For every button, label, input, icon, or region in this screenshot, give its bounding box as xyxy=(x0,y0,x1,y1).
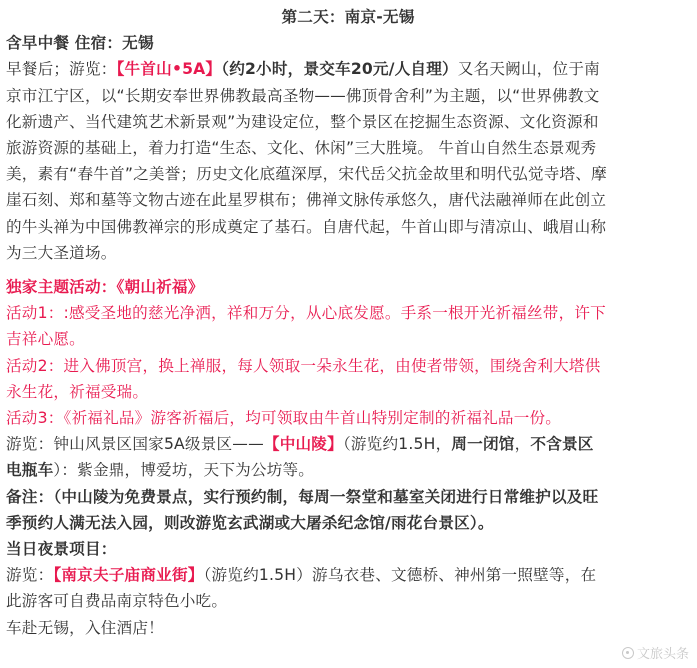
activity-2-line-2: 永生花，祈福受瑞。 xyxy=(6,382,149,401)
attraction-zhongshanling: 【中山陵】 xyxy=(263,435,343,454)
intro-line-4: 旅游资源的基础上，着力打造“生态、文化、休闲”三大胜境。 牛首山自然生态景观秀 xyxy=(6,139,597,158)
note-line-1: 备注：（中山陵为免费景点，实行预约制，每周一祭堂和墓室关闭进行日常维护以及旺 xyxy=(6,487,599,506)
night-line-2: 此游客可自费品南京特色小吃。 xyxy=(6,592,228,611)
zhongshan-no-car: 不含景区 xyxy=(530,435,594,454)
zhongshan-prefix: 游览：钟山风景区国家5A级景区—— xyxy=(6,435,264,454)
activity-3-line-1: 活动3：《祈福礼品》游客祈福后，均可领取由牛首山特别定制的祈福礼品一份。 xyxy=(6,409,562,428)
intro-line-6: 崖石刻、郑和墓等文物古迹在此星罗棋布；佛禅文脉传承悠久，唐代法融禅师在此创立 xyxy=(6,191,607,210)
watermark xyxy=(622,643,689,662)
zhongshan-comma: ， xyxy=(514,435,531,454)
watermark-icon xyxy=(622,647,634,659)
activity-1-line-2: 吉祥心愿。 xyxy=(6,330,85,349)
intro-line-5: 美，素有“春牛首”之美誉；历史文化底蕴深厚，宋代岳父抗金故里和明代弘觉寺塔、摩 xyxy=(6,165,607,184)
zhongshan-line-1 xyxy=(6,431,690,457)
night-line-1 xyxy=(6,562,690,588)
watermark-text: 文旅头条 xyxy=(636,647,689,662)
transfer-line: 车赴无锡，入住酒店！ xyxy=(6,618,164,637)
intro-line-8: 为三大圣道场。 xyxy=(6,243,117,262)
activity-2-line-1: 活动2：进入佛顶宫，换上禅服，每人领取一朵永生花，由使者带领，围绕舍利大塔供 xyxy=(6,356,601,375)
night-rest: （游览约1.5H）游乌衣巷、文德桥、神州第一照壁等，在 xyxy=(203,566,597,585)
zhongshan-mid: （游览约1.5H， xyxy=(342,435,452,454)
intro-duration: （约2小时，景交车20元/人自理） xyxy=(221,60,458,79)
zhongshan-line-2 xyxy=(6,457,690,483)
activity-1-line-1: 活动1：:感受圣地的慈光净洒，祥和万分，从心底发愿。手系一根开光祈福丝带，许下 xyxy=(6,304,606,323)
night-prefix: 游览： xyxy=(6,566,54,585)
attraction-fuzimiao: 【南京夫子庙商业街】 xyxy=(53,566,204,585)
intro-line-1 xyxy=(6,56,690,82)
intro-prefix: 早餐后；游览： xyxy=(6,60,117,79)
zhongshan-car: 电瓶车 xyxy=(6,461,54,480)
activity-header: 独家主题活动：《朝山祈福》 xyxy=(6,278,204,297)
intro-line-2: 京市江宁区，以“长期安奉世界佛教最高圣物——佛顶骨舍利”为主题，以“世界佛教文 xyxy=(6,86,600,105)
zhongshan-closed: 周一闭馆 xyxy=(451,435,515,454)
itinerary-document xyxy=(6,4,690,641)
zhongshan-rest: ）：紫金鼎，博爱坊，天下为公坊等。 xyxy=(53,461,315,480)
note-line-2: 季预约人满无法入园，则改游览玄武湖或大屠杀纪念馆/雨花台景区）。 xyxy=(6,513,494,532)
day-title: 第二天：南京-无锡 xyxy=(281,8,415,26)
intro-line-7: 的牛头禅为中国佛教禅宗的形成奠定了基石。自唐代起，牛首山即与清凉山、峨眉山称 xyxy=(6,217,607,236)
intro-rest: 又名天阙山，位于南 xyxy=(457,60,600,79)
meals-lodging: 含早中餐 住宿：无锡 xyxy=(6,34,154,53)
intro-line-3: 化新遗产、当代建筑艺术新景观”为建设定位，整个景区在挖掘生态资源、文化资源和 xyxy=(6,112,599,131)
attraction-niushoushan: 【牛首山•5A】 xyxy=(116,60,222,79)
night-header: 当日夜景项目： xyxy=(6,540,117,559)
